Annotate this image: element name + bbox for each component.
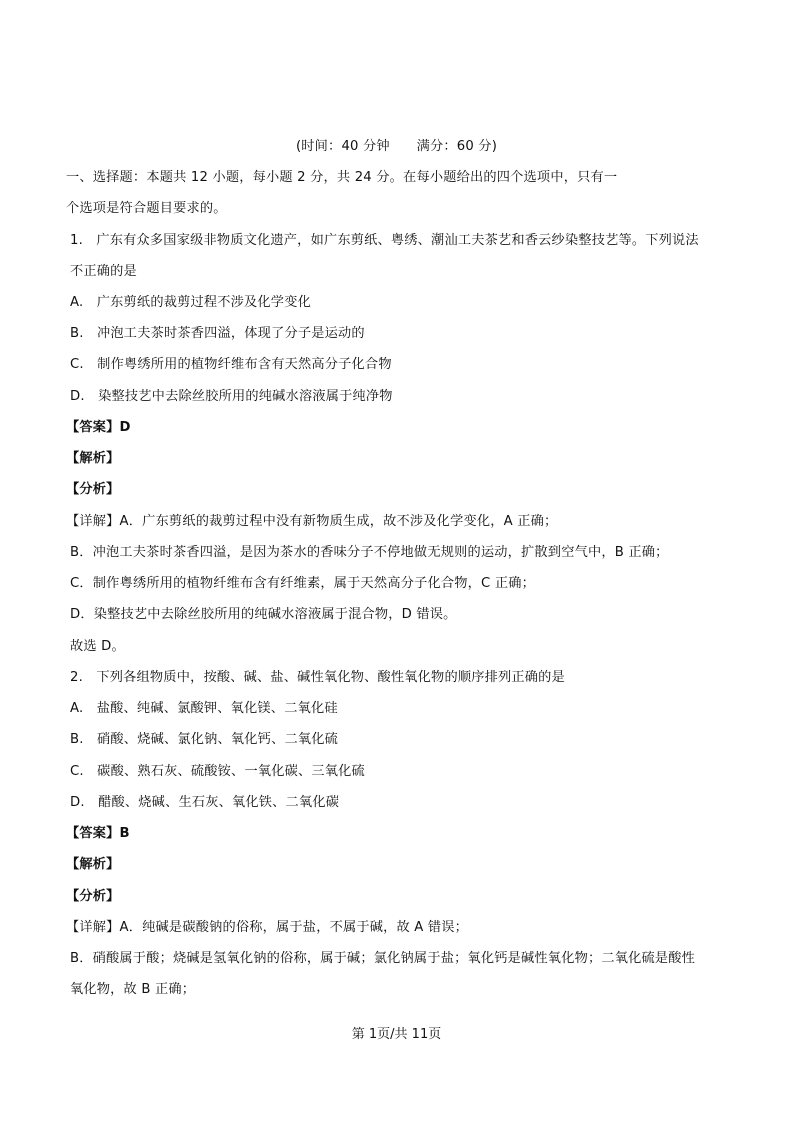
- q2-option-c: C. 碳酸、熟石灰、硫酸铵、一氧化碳、三氧化硫: [70, 764, 365, 779]
- q2-stem: 2. 下列各组物质中，按酸、碱、盐、碱性氧化物、酸性氧化物的顺序排列正确的是: [70, 670, 565, 685]
- q2-option-b: B. 硝酸、烧碱、氯化钠、氧化钙、二氧化硫: [70, 732, 338, 747]
- q2-option-a: A. 盐酸、纯碱、氯酸钾、氧化镁、二氧化硅: [70, 701, 338, 716]
- q2-detail-b-line2: 氧化物，故 B 正确；: [70, 982, 196, 997]
- section-heading-line2: 个选项是符合题目要求的。: [66, 201, 227, 216]
- q1-fenxi-label: 【分析】: [66, 482, 120, 497]
- q1-detail-c: C．制作粤绣所用的植物纤维布含有纤维素，属于天然高分子化合物，C 正确；: [70, 576, 535, 591]
- q1-conclusion: 故选 D。: [70, 639, 125, 654]
- q1-option-b: B. 冲泡工夫茶时茶香四溢，体现了分子是运动的: [70, 326, 365, 341]
- q1-option-c: C. 制作粤绣所用的植物纤维布含有天然高分子化合物: [70, 357, 392, 372]
- q1-detail-b: B．冲泡工夫茶时茶香四溢，是因为茶水的香味分子不停地做无规则的运动，扩散到空气中，B 正确；: [70, 545, 669, 560]
- q2-detail-a: 【详解】A．纯碱是碳酸钠的俗称，属于盐，不属于碱，故 A 错误；: [66, 920, 469, 935]
- page-number-footer: 第 1页/共 11页: [351, 1027, 442, 1042]
- exam-time-line: (时间：40 分钟 满分：60 分): [295, 139, 498, 154]
- q2-answer: 【答案】B: [66, 826, 130, 841]
- q1-answer: 【答案】D: [66, 420, 131, 435]
- q2-detail-b-line1: B．硝酸属于酸；烧碱是氢氧化钠的俗称，属于碱；氯化钠属于盐；氧化钙是碱性氧化物；二氧化硫是酸性: [70, 951, 696, 966]
- q1-option-a: A. 广东剪纸的裁剪过程不涉及化学变化: [70, 295, 311, 310]
- q1-option-d: D. 染整技艺中去除丝胶所用的纯碱水溶液属于纯净物: [70, 389, 393, 404]
- section-heading-line1: 一、选择题：本题共 12 小题，每小题 2 分，共 24 分。在每小题给出的四个选项中，只有一: [66, 170, 618, 185]
- q1-stem-line2: 不正确的是: [70, 264, 137, 279]
- q2-option-d: D. 醋酸、烧碱、生石灰、氧化铁、二氧化碳: [70, 795, 340, 810]
- q2-fenxi-label: 【分析】: [66, 889, 120, 904]
- q2-analysis-label: 【解析】: [66, 857, 120, 872]
- q1-detail-d: D．染整技艺中去除丝胶所用的纯碱水溶液属于混合物，D 错误。: [70, 607, 457, 622]
- q1-detail-a: 【详解】A．广东剪纸的裁剪过程中没有新物质生成，故不涉及化学变化，A 正确；: [66, 514, 558, 529]
- q1-stem-line1: 1. 广东有众多国家级非物质文化遗产，如广东剪纸、粤绣、潮汕工夫茶艺和香云纱染整技艺等。下列说法: [70, 233, 699, 248]
- q1-analysis-label: 【解析】: [66, 451, 120, 466]
